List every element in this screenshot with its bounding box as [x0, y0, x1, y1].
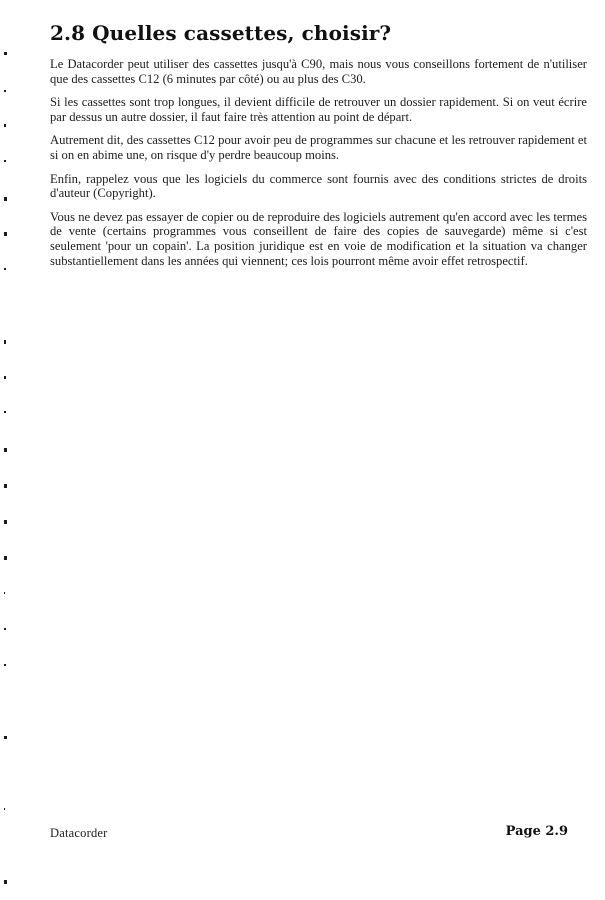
footer-title: Datacorder — [50, 826, 108, 840]
scan-mark — [4, 197, 7, 201]
scan-mark — [4, 124, 6, 127]
paragraph: Le Datacorder peut utiliser des cassettes jusqu'à C90, mais nous vous conseillons fortement de n'utiliser que des cassettes C12 (6 minutes par côté) ou au plus des C30. — [50, 57, 587, 86]
scan-mark — [4, 90, 6, 92]
scan-mark — [4, 411, 6, 413]
paragraph: Vous ne devez pas essayer de copier ou de reproduire des logiciels autrement qu'en accord avec les termes de vente (certains programmes vous conseillent de faire des copies de sauvegarde) même si c'est seulement 'pour un copain'. La position juridique est en voie de modification et la situation va changer substantiellement dans les années qui viennent; ces lois pourront même avoir effet retrospectif. — [50, 209, 587, 268]
scan-mark — [4, 484, 7, 488]
scan-mark — [4, 736, 7, 739]
page-number: Page 2.9 — [505, 824, 568, 839]
scan-mark — [4, 448, 7, 452]
scan-mark — [4, 664, 6, 666]
section-body — [50, 57, 587, 277]
scan-mark — [4, 376, 6, 379]
scan-mark — [4, 880, 7, 884]
scan-mark — [4, 520, 7, 524]
scan-mark — [4, 232, 7, 236]
scan-mark — [4, 340, 6, 344]
scan-mark — [4, 808, 5, 810]
paragraph: Si les cassettes sont trop longues, il devient difficile de retrouver un dossier rapidement. Si on veut écrire par dessus un autre dossier, il faut faire très attention au point de départ. — [50, 95, 587, 124]
scan-mark — [4, 556, 7, 560]
scan-mark — [4, 268, 6, 270]
paragraph: Autrement dit, des cassettes C12 pour avoir peu de programmes sur chacune et les retrouver rapidement et si on en abime une, on risque d'y perdre beaucoup moins. — [50, 133, 587, 162]
section-title: 2.8 Quelles cassettes, choisir? — [50, 21, 392, 45]
paragraph: Enfin, rappelez vous que les logiciels du commerce sont fournis avec des conditions strictes de droits d'auteur (Copyright). — [50, 171, 587, 201]
scan-mark — [4, 160, 6, 162]
scan-mark — [4, 592, 5, 594]
scan-mark — [4, 52, 7, 55]
scan-mark — [4, 628, 6, 630]
